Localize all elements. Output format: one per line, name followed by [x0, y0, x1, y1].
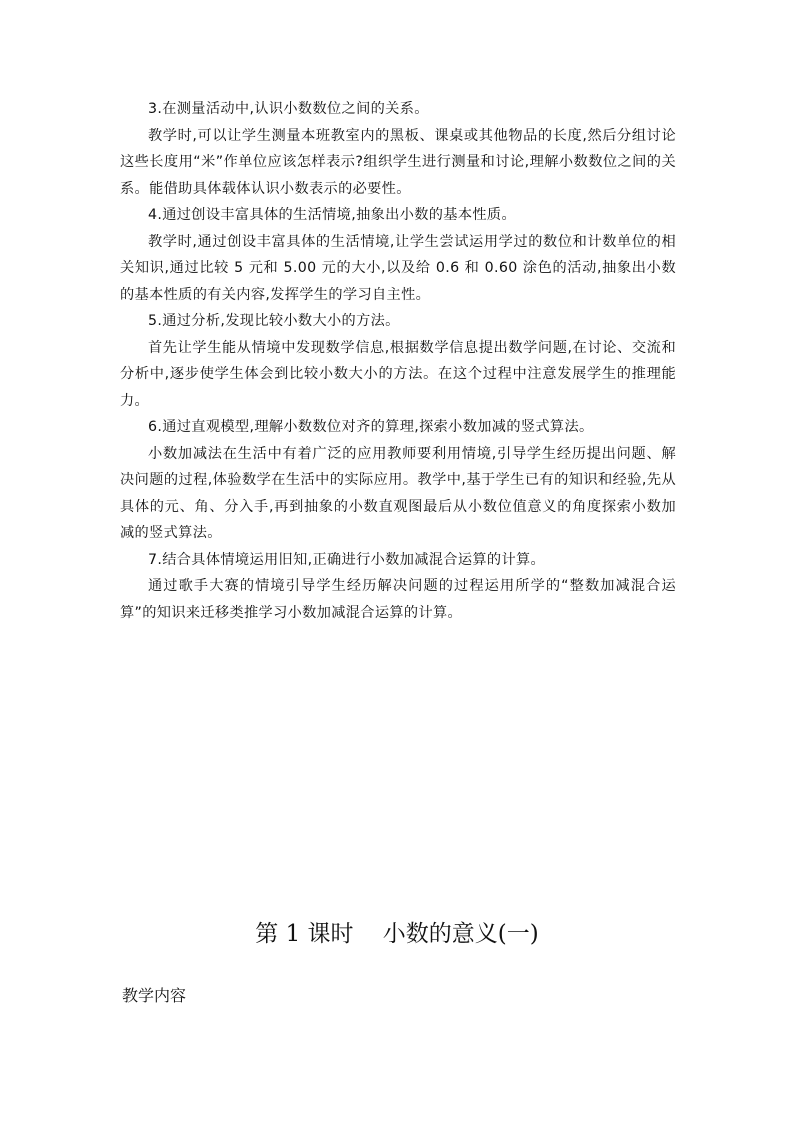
paragraph-7-heading: 7.结合具体情境运用旧知,正确进行小数加减混合运算的计算。	[148, 551, 546, 568]
paragraph-7-body: 通过歌手大赛的情境引导学生经历解决问题的过程运用所学的“整数加减混合运算”的知识来迁移类推学习小数加减混合运算的计算。	[120, 578, 676, 621]
paragraph-5-body: 首先让学生能从情境中发现数学信息,根据数学信息提出数学问题,在讨论、交流和分析中,逐步使学生体会到比较小数大小的方法。在这个过程中注意发展学生的推理能力。	[120, 339, 676, 409]
paragraph-6-heading: 6.通过直观模型,理解小数数位对齐的算理,探索小数加减的竖式算法。	[148, 419, 594, 435]
paragraph-6-body: 小数加减法在生活中有着广泛的应用教师要利用情境,引导学生经历提出问题、解决问题的过程,体验数学在生活中的实际应用。教学中,基于学生已有的知识和经验,先从具体的元、角、分入手,再到抽象的小数直观图最后从小数位值意义的角度探索小数加减的竖式算法。	[120, 445, 676, 541]
body-text	[120, 96, 676, 626]
paragraph-3-heading: 3.在测量活动中,认识小数数位之间的关系。	[148, 101, 429, 117]
paragraph-4-heading: 4.通过创设丰富具体的生活情境,抽象出小数的基本性质。	[148, 207, 516, 223]
paragraph-4-body: 教学时,通过创设丰富具体的生活情境,让学生尝试运用学过的数位和计数单位的相关知识,通过比较 5 元和 5.00 元的大小,以及给 0.6 和 0.60 涂色的活动,抽象出小数的基本性质的有关内容,发挥学生的学习自主性。	[120, 233, 676, 303]
paragraph-3-body: 教学时,可以让学生测量本班教室内的黑板、课桌或其他物品的长度,然后分组讨论这些长度用“米”作单位应该怎样表示?组织学生进行测量和讨论,理解小数数位之间的关系。能借助具体载体认识小数表示的必要性。	[120, 127, 676, 197]
lesson-title: 第 1 课时 小数的意义(一)	[255, 921, 539, 947]
paragraph-5-heading: 5.通过分析,发现比较小数大小的方法。	[148, 313, 400, 329]
section-heading-teaching-content: 教学内容	[122, 986, 187, 1005]
